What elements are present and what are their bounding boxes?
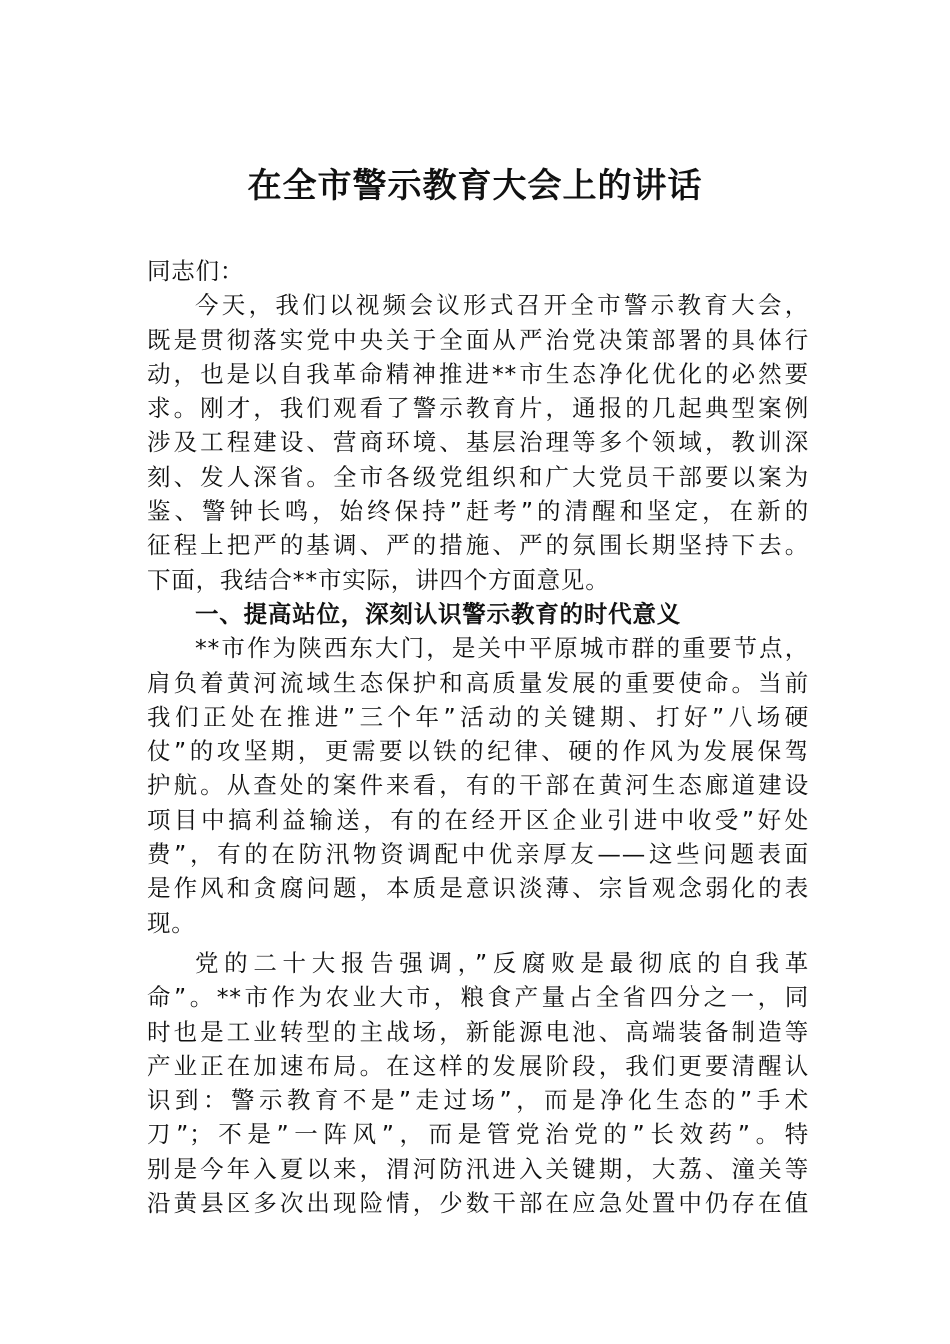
text-line: 刻、发人深省。全市各级党组织和广大党员干部要以案为 <box>147 462 809 491</box>
text-line: 涉及工程建设、营商环境、基层治理等多个领域，教训深 <box>147 428 809 457</box>
document-body <box>147 254 809 1220</box>
text-line: 征程上把严的基调、严的措施、严的氛围长期坚持下去。 <box>147 531 809 560</box>
text-line: 求。刚才，我们观看了警示教育片，通报的几起典型案例 <box>147 394 809 423</box>
section-heading: 一、提高站位，深刻认识警示教育的时代意义 <box>195 599 681 628</box>
text-line: 鉴、警钟长鸣，始终保持”赶考”的清醒和坚定，在新的 <box>147 497 809 526</box>
text-line: 仗”的攻坚期，更需要以铁的纪律、硬的作风为发展保驾 <box>147 737 809 766</box>
paragraph-last-line: 现。 <box>147 908 196 937</box>
text-line: 别是今年入夏以来，渭河防汛进入关键期，大荔、潼关等 <box>147 1154 809 1183</box>
text-line: 是作风和贪腐问题，本质是意识淡薄、宗旨观念弱化的表 <box>147 874 809 903</box>
text-line: 沿黄县区多次出现险情，少数干部在应急处置中仍存在值 <box>147 1189 809 1218</box>
text-line: 我们正处在推进”三个年”活动的关键期、打好”八场硬 <box>147 702 809 731</box>
text-line: 命”。**市作为农业大市，粮食产量占全省四分之一，同 <box>147 983 809 1012</box>
text-line: 动，也是以自我革命精神推进**市生态净化优化的必然要 <box>147 359 809 388</box>
text-line: 时也是工业转型的主战场，新能源电池、高端装备制造等 <box>147 1017 809 1046</box>
text-line: 刀”；不是”一阵风”，而是管党治党的”长效药”。特 <box>147 1120 809 1149</box>
text-line: 项目中搞利益输送，有的在经开区企业引进中收受”好处 <box>147 805 809 834</box>
text-line: 护航。从查处的案件来看，有的干部在黄河生态廊道建设 <box>147 771 809 800</box>
paragraph-last-line: 下面，我结合**市实际，讲四个方面意见。 <box>147 565 610 594</box>
paragraph-first-line: 党的二十大报告强调，”反腐败是最彻底的自我革 <box>195 948 809 977</box>
paragraph-first-line: **市作为陕西东大门，是关中平原城市群的重要节点， <box>195 634 809 663</box>
text-line: 识到：警示教育不是”走过场”，而是净化生态的”手术 <box>147 1086 809 1115</box>
text-line: 肩负着黄河流域生态保护和高质量发展的重要使命。当前 <box>147 668 809 697</box>
paragraph-first-line: 今天，我们以视频会议形式召开全市警示教育大会， <box>195 291 809 320</box>
text-line: 既是贯彻落实党中央关于全面从严治党决策部署的具体行 <box>147 325 809 354</box>
text-line: 产业正在加速布局。在这样的发展阶段，我们更要清醒认 <box>147 1051 809 1080</box>
salutation: 同志们： <box>147 257 245 285</box>
text-line: 费”，有的在防汛物资调配中优亲厚友——这些问题表面 <box>147 840 809 869</box>
document-title: 在全市警示教育大会上的讲话 <box>247 166 703 206</box>
